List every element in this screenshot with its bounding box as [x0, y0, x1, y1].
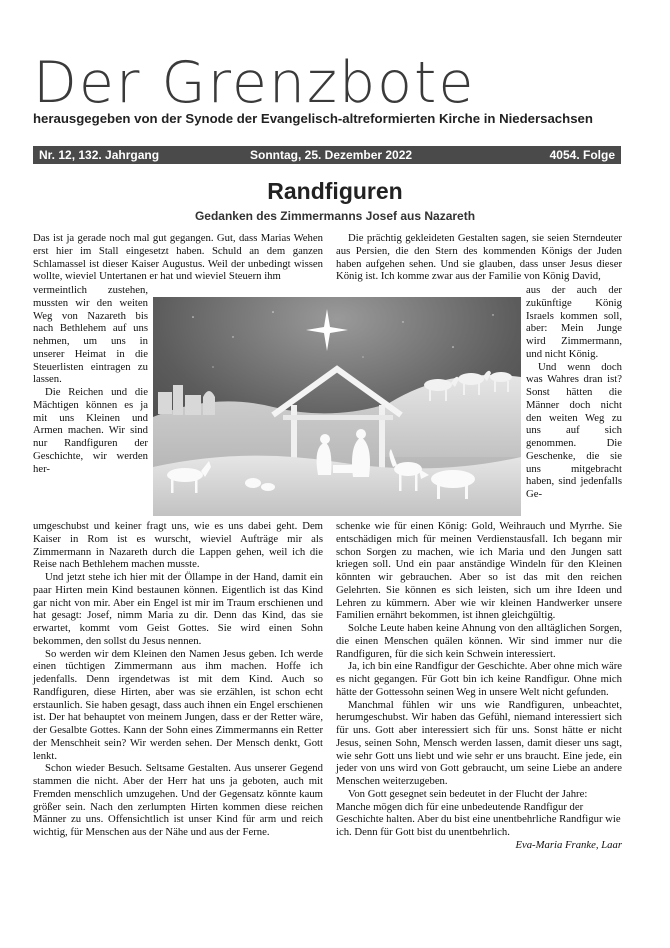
paragraph: Und jetzt stehe ich hier mit der Öllampe in der Hand, damit ein paar Hirten mein Kind bestaunen können. Eigentlich ist das Kind gar nicht von mir. Aber ein Engel ist mir im Traum erschienen und hat gesagt: Josef, nimm Maria zu dir. Denn das Kind, das sie erwartet, kommt vom Geist Gottes. Sie wird einen Sohn bekommen, den sollst du Jesus nennen. [33, 571, 323, 647]
paragraph: schenke wie für einen König: Gold, Weihrauch und Myrrhe. Sie entschädigen mich für meinen Verdienstausfall. Ich begann mir schon Sorgen zu machen, wie ich Maria und den Jungen satt kriegen soll. Und ein paar anständige Windeln für den Kleinen könnten wir gebrauchen. Aber so ist das mit den reichen Gelehrten. Sie können es sich leisten, sich um ihre Ideen und Lehren zu kümmern. Aber wie wir kleinen Handwerker unsere Familien ernährt bekommen, ist ihnen gleichgültig. [336, 520, 622, 622]
article-title: Randfiguren [267, 178, 403, 204]
issue-bar [33, 146, 621, 164]
issue-sequence: 4054. Folge [549, 148, 615, 162]
paragraph: Die prächtig gekleideten Gestalten sagen, sie seien Sterndeuter aus Persien, die den Stern des kommenden Königs der Juden haben aufgehen sehen. Und sie glauben, dass unser Jesus dieser König ist. Ich komme zwar aus der Familie von König David, [336, 232, 622, 283]
left-column-bottom [33, 520, 323, 839]
author-name: Eva-Maria Franke, Laar [515, 838, 622, 851]
newspaper-subtitle: herausgegeben von der Synode der Evangelisch-altreformierten Kirche in Niedersachsen [33, 111, 593, 126]
paragraph: Ja, ich bin eine Randfigur der Geschichte. Aber ohne mich wäre es nicht gegangen. Für Gott bin ich keine Randfigur. Ohne mich hätte der Gottessohn seinen Weg in unsere Welt nicht gefunden. [336, 660, 622, 698]
nativity-scene-image [153, 297, 521, 516]
right-column-top [336, 232, 622, 283]
paragraph [336, 787, 622, 851]
newspaper-title: Der Grenzbote [33, 50, 476, 116]
paragraph: vermeintlich zustehen, mussten wir den weiten Weg von Nazareth bis nach Bethlehem auf uns nehmen, um uns in unserer Heimat in die Steuerlisten eintragen zu lassen. [33, 284, 148, 386]
issue-number: Nr. 12, 132. Jahrgang [39, 148, 160, 162]
paragraph: Schon wieder Besuch. Seltsame Gestalten. Aus unserer Gegend stammen die nicht. Aber der Herr hat uns ja geboten, auch mit Fremden menschlich umzugehen. Und der Gegensatz könnte kaum größer sein. Nach den zerlumpten Hirten kommen diese reichen Männer zu uns. Offensichtlich ist unser Kind für arm und reich wichtig, für Menschen aus der Nähe und aus der Ferne. [33, 762, 323, 838]
right-column-bottom [336, 520, 622, 852]
paragraph: umgeschubst und keiner fragt uns, wie es uns dabei geht. Dem Kaiser in Rom ist es wurscht, wieviel Aufträge mir als Zimmermann in Nazareth durch die Lappen gehen, weil ich die Reise nach Bethlehem machen musste. [33, 520, 323, 571]
paragraph: Und wenn doch was Wahres dran ist? Sonst hätten die Männer doch nicht den weiten Weg zu uns auf sich genommen. Die Geschenke, die sie uns mitgebracht haben, sind jedenfalls Ge- [526, 360, 622, 500]
paragraph: Solche Leute haben keine Ahnung von den alltäglichen Sorgen, die einen Menschen quälen können. Wir sind immer nur die Randfiguren, für die sich kein Schwein interessiert. [336, 622, 622, 660]
paragraph: Manchmal fühlen wir uns wie Randfiguren, unbeachtet, herumgeschubst. Wir haben das Gefühl, niemand interessiert sich für uns. Gott aber interessiert sich für uns. Sonst hätte er nicht Jesus, seinen Sohn, Mensch werden lassen, damit dieser uns sagt, wie sehr Gott uns liebt und wie sehr er uns braucht. Eine jede, ein jeder von uns wird von Gott gebraucht, um seine Liebe an andere Menschen weiterzugeben. [336, 698, 622, 787]
closing-text: Von Gott gesegnet sein bedeutet in der Flucht der Jahre: Manche mögen dich für eine unbedeutende Randfigur der Geschichte halten. Aber du bist eine unentbehrliche Randfigur wie ich. Denn für Gott bist du unentbehrlich. [336, 787, 621, 838]
paragraph: aus der auch der zukünftige König Israels kommen soll, aber: Mein Junge wird Zimmermann, und nicht König. [526, 284, 622, 360]
paragraph: So werden wir dem Kleinen den Namen Jesus geben. Ich werde einen tüchtigen Zimmermann aus ihm machen. Hoffe ich jedenfalls. Denn irgendetwas ist mit dem Kind. Auch so Randfiguren, diese Hirten, aber was sie erzählen, ist schon echt erstaunlich. Sie haben gesagt, dass auch ihnen ein Engel erschienen ist. Der hat behauptet von meinem Jungen, dass er der Retter wäre, der Gesalbte Gottes. Kann der Sohn eines Zimmermanns ein Retter der Menschheit sein? Wir werden sehen. Der Mensch denkt, Gott lenkt. [33, 647, 323, 762]
left-column-narrow [33, 284, 148, 475]
issue-date: Sonntag, 25. Dezember 2022 [250, 148, 413, 162]
masthead [33, 52, 637, 126]
paragraph: Die Reichen und die Mächtigen können es ja mit uns Kleinen und Armen machen. Wir sind nur Randfiguren der Geschichte, wir werden her- [33, 386, 148, 475]
article-subtitle: Gedanken des Zimmermanns Josef aus Nazareth [194, 209, 476, 223]
left-column-top [33, 232, 323, 283]
paragraph: Das ist ja gerade noch mal gut gegangen. Gut, dass Marias Wehen erst hier im Stall eingesetzt haben. Schuld an dem ganzen Schlamassel ist dieser Kaiser Augustus. Weil der unbedingt wissen wollte, wieviel Untertanen er hat und wieviel Steuern ihm [33, 232, 323, 283]
right-column-narrow [526, 284, 622, 501]
